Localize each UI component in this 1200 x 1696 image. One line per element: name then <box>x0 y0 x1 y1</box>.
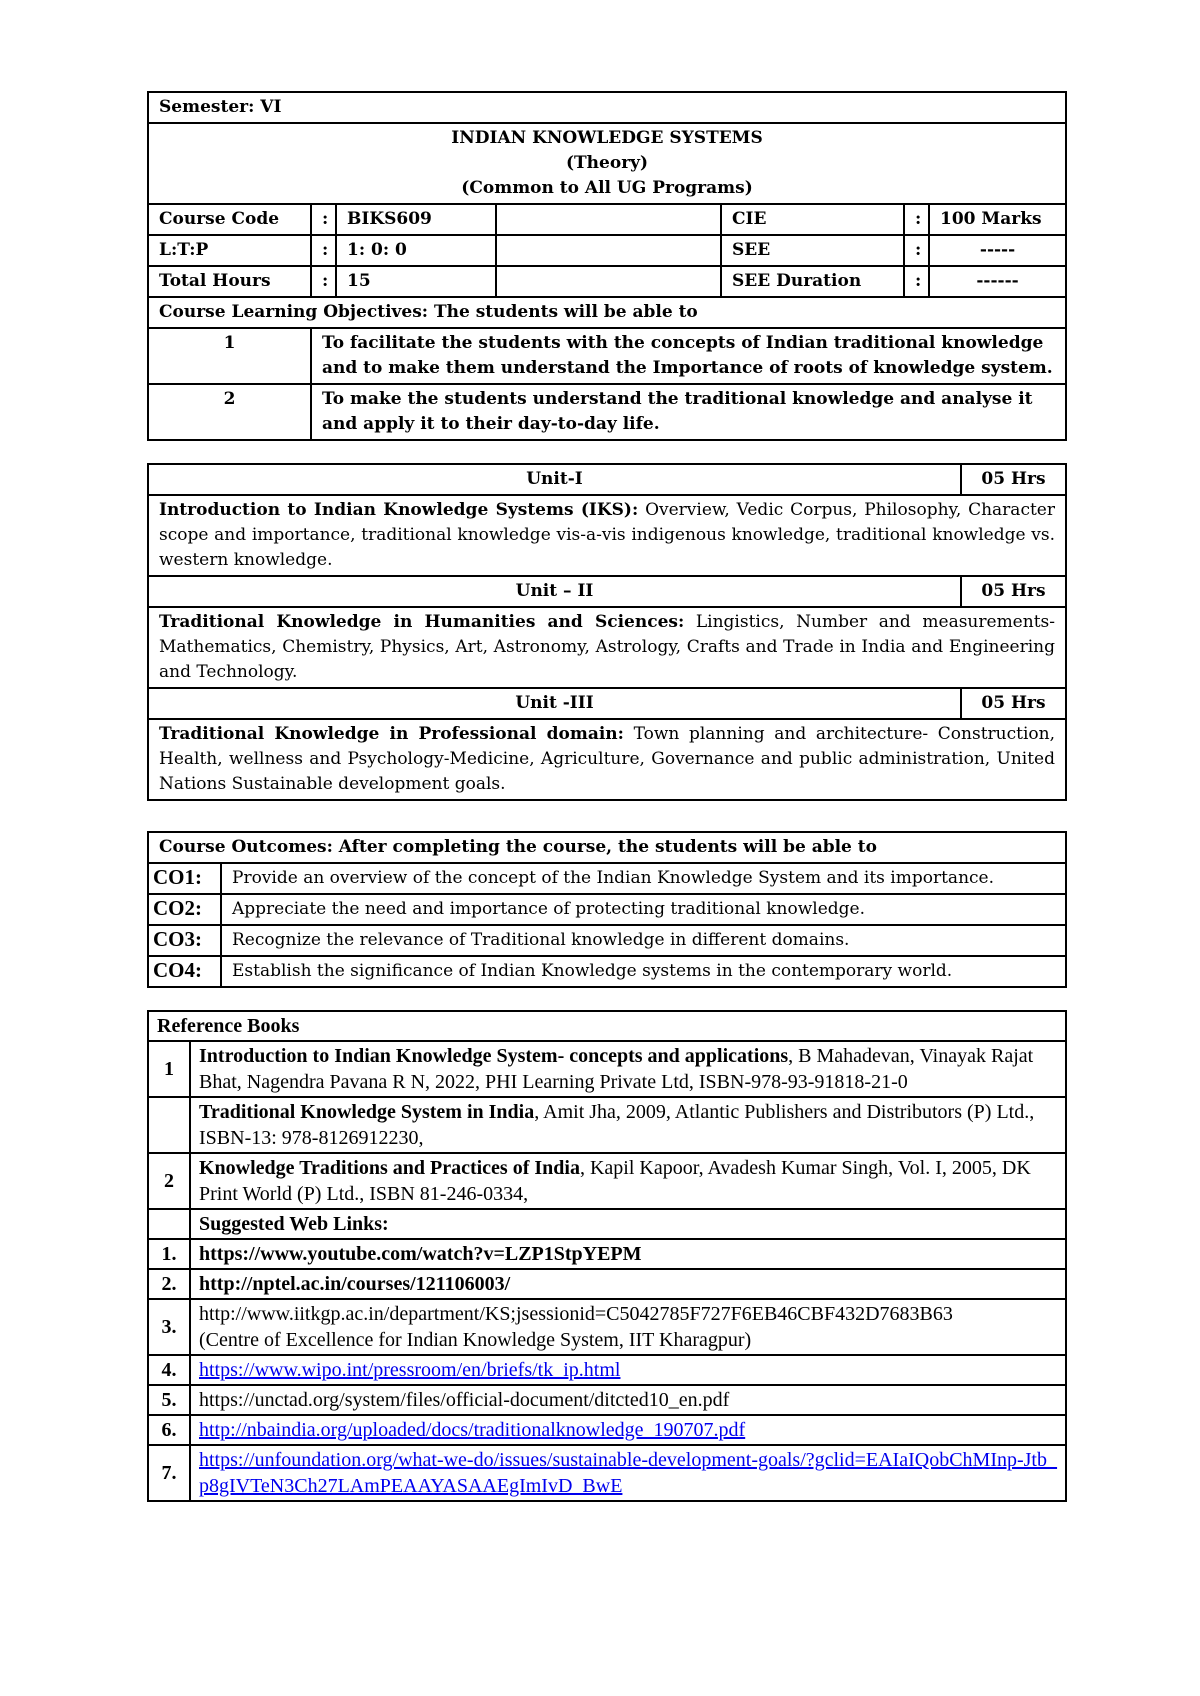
web-link[interactable]: https://unfoundation.org/what-we-do/issues/sustainable-development-goals/?gclid=EAIaIQobChMInp-Jtb_p8gIVTeN3Ch27LAmPEAAYASAAEgImIvD_BwE <box>199 1449 1057 1497</box>
course-code-label: Course Code <box>148 204 311 235</box>
units-table <box>147 463 1067 801</box>
link-number: 1. <box>148 1239 190 1269</box>
book-details: , B Mahadevan, Vinayak Rajat Bhat, Nagendra Pavana R N, 2022, PHI Learning Private Ltd, ISBN-978-93-91818-21-0 <box>199 1045 1034 1093</box>
total-hours-label: Total Hours <box>148 266 311 297</box>
unit-hours: 05 Hrs <box>961 576 1066 607</box>
course-title: INDIAN KNOWLEDGE SYSTEMS <box>451 128 763 148</box>
colon: : <box>311 266 336 297</box>
outcome-text: Provide an overview of the concept of the Indian Knowledge System and its importance. <box>221 863 1066 894</box>
unit-hours: 05 Hrs <box>961 464 1066 495</box>
see-value: ----- <box>929 235 1066 266</box>
web-link-note: (Centre of Excellence for Indian Knowledge System, IIT Kharagpur) <box>199 1329 752 1351</box>
web-link[interactable]: https://unctad.org/system/files/official-document/ditcted10_en.pdf <box>190 1385 1066 1415</box>
unit-hours: 05 Hrs <box>961 688 1066 719</box>
link-number: 7. <box>148 1445 190 1501</box>
book-title: Traditional Knowledge System in India <box>199 1101 535 1123</box>
outcomes-heading: Course Outcomes: After completing the course, the students will be able to <box>148 832 1066 863</box>
syllabus-page <box>147 91 1065 1502</box>
link-number: 5. <box>148 1385 190 1415</box>
empty-cell <box>496 204 721 235</box>
unit-text: Lingistics, Number and measurements- Mathematics, Chemistry, Physics, Art, Astronomy, Astrology, Crafts and Trade in India and Engineering and Technology. <box>159 612 1055 682</box>
course-type: (Theory) <box>565 153 649 173</box>
outcome-text: Recognize the relevance of Traditional knowledge in different domains. <box>221 925 1066 956</box>
references-table <box>147 1010 1067 1502</box>
unit-content <box>148 607 1066 688</box>
cie-value: 100 Marks <box>929 204 1066 235</box>
semester-label: Semester: VI <box>148 92 1066 123</box>
outcome-code: CO1: <box>148 863 221 894</box>
colon: : <box>904 235 929 266</box>
unit-text: Town planning and architecture- Construction, Health, wellness and Psychology-Medicine, Agriculture, Governance and public administration, United Nations Sustainable development goals. <box>159 724 1055 794</box>
outcomes-table <box>147 831 1067 988</box>
web-link[interactable]: http://nbaindia.org/uploaded/docs/traditionalknowledge_190707.pdf <box>199 1419 746 1441</box>
outcome-text: Establish the significance of Indian Knowledge systems in the contemporary world. <box>221 956 1066 987</box>
unit-heading: Traditional Knowledge in Professional domain: <box>159 724 624 744</box>
reference-number: 2 <box>148 1153 190 1209</box>
ltp-label: L:T:P <box>148 235 311 266</box>
book-title: Introduction to Indian Knowledge System- concepts and applications <box>199 1045 789 1067</box>
unit-content <box>148 495 1066 576</box>
ltp-value: 1: 0: 0 <box>336 235 496 266</box>
outcome-code: CO2: <box>148 894 221 925</box>
web-links-heading: Suggested Web Links: <box>190 1209 1066 1239</box>
web-link[interactable]: https://www.youtube.com/watch?v=LZP1StpYEPM <box>190 1239 1066 1269</box>
reference-number <box>148 1097 190 1153</box>
reference-book <box>190 1153 1066 1209</box>
unit-heading: Traditional Knowledge in Humanities and Sciences: <box>159 612 685 632</box>
web-link[interactable]: http://nptel.ac.in/courses/121106003/ <box>190 1269 1066 1299</box>
outcome-code: CO3: <box>148 925 221 956</box>
unit-title: Unit -III <box>148 688 961 719</box>
book-title: Knowledge Traditions and Practices of India <box>199 1157 580 1179</box>
reference-book <box>190 1097 1066 1153</box>
unit-text: Overview, Vedic Corpus, Philosophy, Character scope and importance, traditional knowledge vis-a-vis indigenous knowledge, traditional knowledge vs. western knowledge. <box>159 500 1055 570</box>
objective-text: To make the students understand the traditional knowledge and analyse it and apply it to their day-to-day life. <box>311 384 1066 440</box>
course-code-value: BIKS609 <box>336 204 496 235</box>
web-link-cell <box>190 1355 1066 1385</box>
empty-cell <box>496 235 721 266</box>
course-common: (Common to All UG Programs) <box>461 178 753 198</box>
total-hours-value: 15 <box>336 266 496 297</box>
link-number: 6. <box>148 1415 190 1445</box>
objective-number: 1 <box>148 328 311 384</box>
link-number: 4. <box>148 1355 190 1385</box>
web-link[interactable]: https://www.wipo.int/pressroom/en/briefs/tk_ip.html <box>199 1359 621 1381</box>
colon: : <box>904 266 929 297</box>
empty-cell <box>148 1209 190 1239</box>
web-link-cell <box>190 1299 1066 1355</box>
references-heading: Reference Books <box>148 1011 1066 1041</box>
colon: : <box>904 204 929 235</box>
unit-title: Unit-I <box>148 464 961 495</box>
empty-cell <box>496 266 721 297</box>
reference-number: 1 <box>148 1041 190 1097</box>
unit-content <box>148 719 1066 800</box>
unit-title: Unit – II <box>148 576 961 607</box>
unit-heading: Introduction to Indian Knowledge Systems (IKS): <box>159 500 639 520</box>
reference-book <box>190 1041 1066 1097</box>
book-details: , Amit Jha, 2009, Atlantic Publishers and Distributors (P) Ltd., ISBN-13: 978-8126912230, <box>199 1101 1035 1149</box>
see-label: SEE <box>721 235 904 266</box>
web-link-cell <box>190 1415 1066 1445</box>
book-details: , Kapil Kapoor, Avadesh Kumar Singh, Vol. I, 2005, DK Print World (P) Ltd., ISBN 81-246-0334, <box>199 1157 1031 1205</box>
objectives-heading: Course Learning Objectives: The students will be able to <box>148 297 1066 328</box>
colon: : <box>311 204 336 235</box>
objective-number: 2 <box>148 384 311 440</box>
outcome-text: Appreciate the need and importance of protecting traditional knowledge. <box>221 894 1066 925</box>
course-info-table <box>147 91 1067 441</box>
see-duration-value: ------ <box>929 266 1066 297</box>
see-duration-label: SEE Duration <box>721 266 904 297</box>
web-link-cell <box>190 1445 1066 1501</box>
web-link[interactable]: http://www.iitkgp.ac.in/department/KS;jsessionid=C5042785F727F6EB46CBF432D7683B63 <box>199 1303 953 1325</box>
link-number: 2. <box>148 1269 190 1299</box>
outcome-code: CO4: <box>148 956 221 987</box>
cie-label: CIE <box>721 204 904 235</box>
objective-text: To facilitate the students with the concepts of Indian traditional knowledge and to make them understand the Importance of roots of knowledge system. <box>311 328 1066 384</box>
course-title-block <box>148 123 1066 204</box>
colon: : <box>311 235 336 266</box>
link-number: 3. <box>148 1299 190 1355</box>
